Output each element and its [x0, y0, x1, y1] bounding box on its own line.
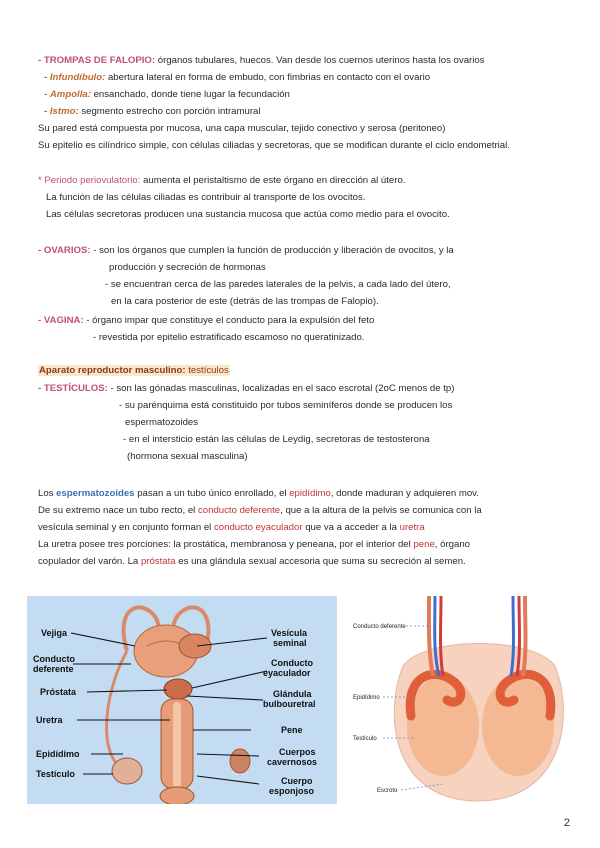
- urethra: [173, 702, 181, 788]
- label-vejiga: Vejiga: [41, 628, 68, 638]
- para-line3: [38, 521, 425, 534]
- text: , que a la altura de la pelvis se comunica con la: [280, 505, 482, 516]
- vagina-l1: - órgano impar que constituye el conducto para la expulsión del feto: [83, 315, 375, 326]
- text: pasan a un tubo único enrollado, el: [134, 488, 290, 499]
- label-deferente: deferente: [33, 664, 74, 674]
- term-conducto-deferente: conducto deferente: [197, 505, 281, 516]
- text: , órgano: [434, 539, 470, 550]
- term-prostata: próstata: [140, 556, 176, 567]
- label-testiculo: Testículo: [36, 769, 75, 779]
- page-number: 2: [563, 817, 570, 829]
- label-epididimo: Epidídimo: [36, 749, 80, 759]
- testiculos-l4: - en el intersticio están las células de Leydig, secretoras de testosterona: [123, 434, 430, 445]
- label-testiculo-2: Testículo: [353, 736, 377, 742]
- testicle-right: [230, 749, 250, 773]
- label-prostata: Próstata: [40, 687, 77, 697]
- text: que va a acceder a la: [302, 522, 400, 533]
- testicle-right-2: [482, 676, 554, 776]
- seminal-vesicle: [179, 634, 211, 658]
- periodo-line3: Las células secretoras producen una sustancia mucosa que actúa como medio para el ovocito.: [46, 209, 450, 220]
- ovarios-l4: en la cara posterior de este (detrás de las trompas de Falopio).: [111, 296, 379, 307]
- ovarios-title: - OVARIOS:: [38, 245, 91, 256]
- term-uretra: uretra: [399, 522, 425, 533]
- male-reproductive-diagram: [27, 596, 337, 804]
- para-line4: [38, 538, 470, 551]
- infundibulo-term: Infundíbulo:: [49, 72, 106, 83]
- label-glandula: Glándula: [273, 689, 312, 699]
- heading-bold: Aparato reproductor masculino:: [39, 365, 186, 376]
- label-cavernosos: cavernosos: [267, 757, 318, 767]
- label-cuerpo: Cuerpo: [281, 776, 313, 786]
- testiculos-l5: (hormona sexual masculina): [127, 451, 248, 462]
- infundibulo-desc: abertura lateral en forma de embudo, con fimbrias en contacto con el ovario: [105, 72, 431, 83]
- label-conducto: Conducto: [33, 654, 75, 664]
- istmo-desc: segmento estrecho con porción intramural: [78, 106, 261, 117]
- periodo-line2: La función de las células ciliadas es contribuir al transporte de los ovocitos.: [46, 192, 366, 203]
- label-escroto: Escroto: [377, 788, 398, 794]
- periodo-line: [38, 174, 405, 187]
- heading-rest: testículos: [185, 365, 229, 376]
- term-pene: pene: [413, 539, 435, 550]
- trompas-title: - TROMPAS DE FALOPIO:: [38, 55, 156, 66]
- trompas-wall: Su pared está compuesta por mucosa, una capa muscular, tejido conectivo y serosa (peritoneo): [38, 123, 446, 134]
- trompas-epithelium: Su epitelio es cilíndrico simple, con células ciliadas y secretoras, que se modifican durante el ciclo endometrial.: [38, 140, 510, 151]
- periodo-text: aumenta el peristaltismo de este órgano en dirección al útero.: [140, 175, 406, 186]
- ampolla-term: Ampolla:: [49, 89, 91, 100]
- label-conducto-ey: Conducto: [271, 658, 313, 668]
- ovarios-l2: producción y secreción de hormonas: [109, 262, 266, 273]
- testiculos-title: - TESTÍCULOS:: [38, 383, 108, 394]
- label-epididimo-2: Epidídimo: [353, 695, 380, 701]
- label-seminal: seminal: [273, 638, 307, 648]
- testiculos-l3: espermatozoides: [125, 417, 199, 428]
- asterisk: *: [38, 175, 42, 186]
- masculino-heading: [38, 364, 230, 377]
- term-espermatozoides: espermatozoides: [56, 488, 135, 499]
- periodo-label: Periodo periovulatorio:: [41, 175, 141, 186]
- para-line1: [38, 487, 479, 500]
- label-bulbouretral: bulbouretral: [263, 699, 316, 709]
- scrotum-diagram: [343, 596, 583, 804]
- ovarios-l3: - se encuentran cerca de las paredes laterales de la pelvis, a cada lado del útero,: [105, 279, 451, 290]
- text: De su extremo nace un tubo recto, el: [38, 505, 198, 516]
- vagina-line: [38, 314, 374, 327]
- label-eyaculador: eyaculador: [263, 668, 311, 678]
- text: copulador del varón. La: [38, 556, 141, 567]
- label-esponjoso: esponjoso: [269, 786, 315, 796]
- ovarios-l1: - son los órganos que cumplen la función de producción y liberación de ovocitos, y la: [90, 245, 454, 256]
- term-conducto-eyaculador: conducto eyaculador: [213, 522, 303, 533]
- glans: [160, 787, 194, 804]
- vagina-title: - VAGINA:: [38, 315, 84, 326]
- text: Los: [38, 488, 57, 499]
- para-line2: [38, 504, 482, 517]
- trompas-text: órganos tubulares, huecos. Van desde los cuernos uterinos hasta los ovarios: [155, 55, 485, 66]
- infundibulo-line: [44, 71, 430, 84]
- term-epididimo: epidídimo: [289, 488, 331, 499]
- label-pene: Pene: [281, 725, 303, 735]
- label-conducto-deferente: Conducto deferente: [353, 624, 406, 630]
- dash: -: [44, 106, 50, 117]
- text: , donde maduran y adquieren mov.: [330, 488, 479, 499]
- ovarios-line: [38, 244, 454, 257]
- dash: -: [44, 72, 50, 83]
- testicle-left: [112, 758, 142, 784]
- istmo-term: Istmo:: [49, 106, 79, 117]
- istmo-line: [44, 105, 261, 118]
- testiculos-l2: - su parénquima está constituido por tubos seminíferos donde se producen los: [119, 400, 453, 411]
- dash: -: [44, 89, 50, 100]
- vagina-l2: - revestida por epitelio estratificado escamoso no queratinizado.: [93, 332, 365, 343]
- text: vesícula seminal y en conjunto forman el: [38, 522, 214, 533]
- label-uretra: Uretra: [36, 715, 63, 725]
- text: La uretra posee tres porciones: la prostática, membranosa y peneana, por el interior del: [38, 539, 414, 550]
- testicle-left-2: [407, 676, 479, 776]
- testiculos-l1: - son las gónadas masculinas, localizadas en el saco escrotal (2oC menos de tp): [107, 383, 455, 394]
- ampolla-desc: ensanchado, donde tiene lugar la fecundación: [90, 89, 290, 100]
- ampolla-line: [44, 88, 290, 101]
- para-line5: [38, 555, 466, 568]
- trompas-line: [38, 54, 484, 67]
- testiculos-line: [38, 382, 454, 395]
- label-vesicula: Vesícula: [271, 628, 308, 638]
- text: es una glándula sexual accesoria que suma su secreción al semen.: [175, 556, 466, 567]
- masculino-highlight: [38, 365, 230, 376]
- label-cuerpos: Cuerpos: [279, 747, 316, 757]
